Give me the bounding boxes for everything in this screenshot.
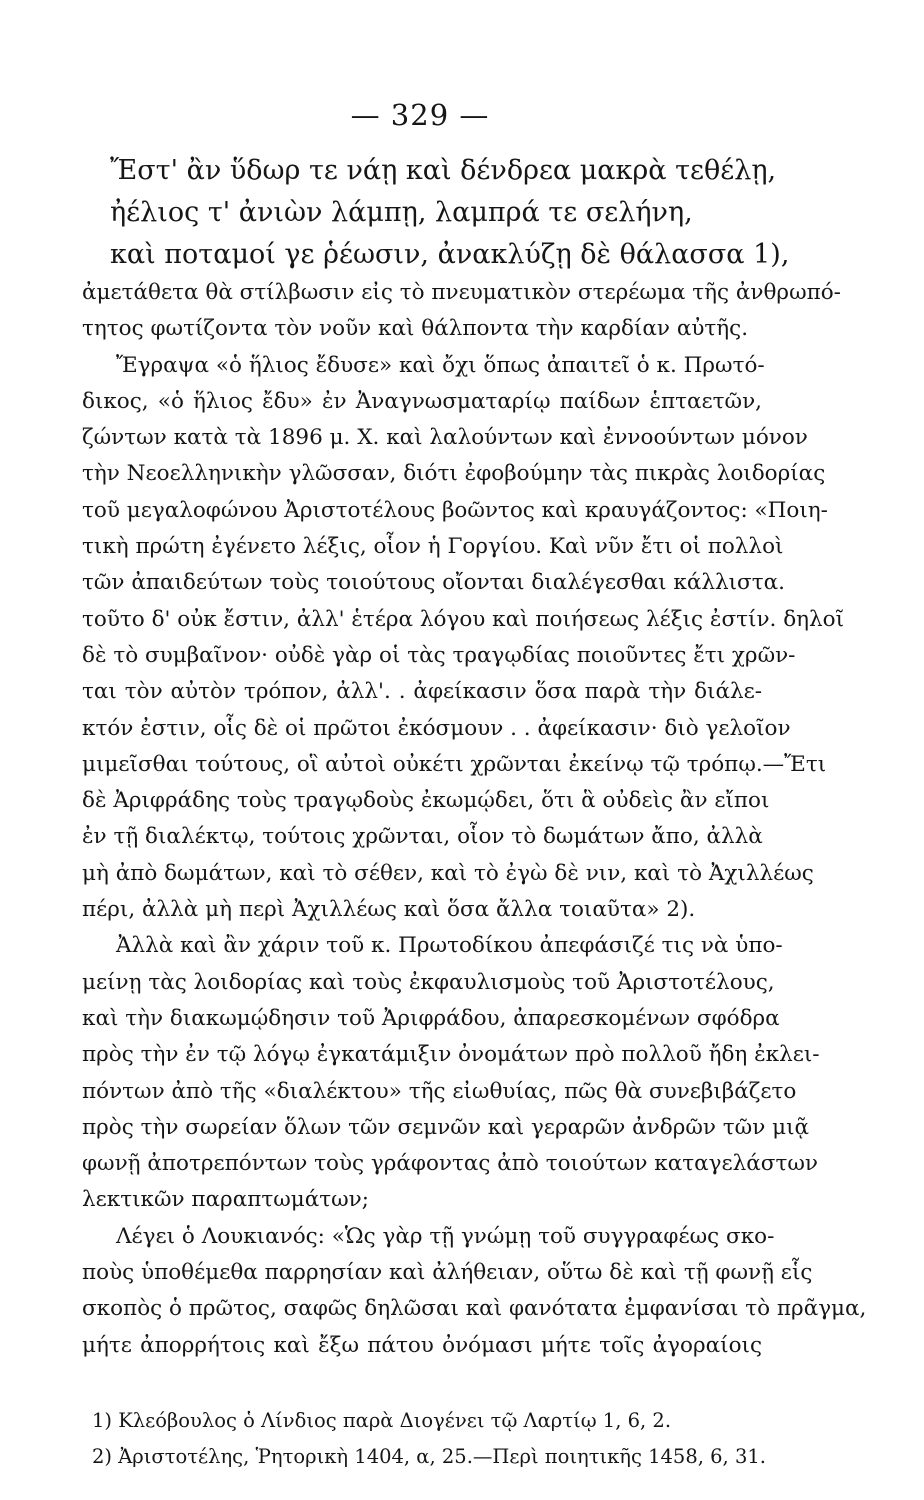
text-line: ται τὸν αὐτὸν τρόπον, ἀλλ'. . ἀφείκασιν ὅσα παρὰ τὴν διάλε- [82,679,762,705]
text-line: μὴ ἀπὸ δωμάτων, καὶ τὸ σέθεν, καὶ τὸ ἐγὼ δὲ νιν, καὶ τὸ Ἀχιλλέως [82,860,814,886]
text-line: ἀμετάθετα θὰ στίλβωσιν εἰς τὸ πνευματικὸν στερέωμα τῆς ἀνθρωπό- [82,280,841,305]
text-line: δὲ τὸ συμβαῖνον· οὐδὲ γὰρ οἱ τὰς τραγῳδίας ποιοῦντες ἔτι χρῶν- [82,642,796,668]
verse-line: ἠέλιος τ' ἀνιὼν λάμπῃ, λαμπρά τε σελήνη, [110,197,693,228]
text-line: ποὺς ὑποθέμεθα παρρησίαν καὶ ἀλήθειαν, οὕτω δὲ καὶ τῇ φωνῇ εἷς [82,1260,813,1286]
text-line: σκοπὸς ὁ πρῶτος, σαφῶς δηλῶσαι καὶ φανότατα ἐμφανίσαι τὸ πρᾶγμα, [82,1296,867,1322]
text-line: ἐν τῇ διαλέκτῳ, τούτοις χρῶνται, οἷον τὸ δωμάτων ἄπο, ἀλλὰ [82,824,763,850]
text-line: Ἀλλὰ καὶ ἂν χάριν τοῦ κ. Πρωτοδίκου ἀπεφάσιζέ τις νὰ ὑπο- [116,933,783,959]
text-line: τικὴ πρώτη ἐγένετο λέξις, οἷον ἡ Γοργίου. Καὶ νῦν ἔτι οἱ πολλοὶ [82,534,784,560]
text-line: πέρι, ἀλλὰ μὴ περὶ Ἀχιλλέως καὶ ὅσα ἄλλα τοιαῦτα» 2). [82,897,696,923]
text-line: καὶ τὴν διακωμῴδησιν τοῦ Ἀριφράδου, ἀπαρεσκομένων σφόδρα [82,1005,780,1031]
text-line: δὲ Ἀριφράδης τοὺς τραγῳδοὺς ἐκωμῴδει, ὅτι ἃ οὐδεὶς ἂν εἴποι [82,788,770,814]
footnotes [82,1403,772,1475]
text-line: πρὸς τὴν σωρείαν ὅλων τῶν σεμνῶν καὶ γεραρῶν ἀνδρῶν τῶν μιᾷ [82,1114,810,1140]
text-line: δικος, «ὁ ἥλιος ἔδυ» ἐν Ἀναγνωσματαρίῳ παίδων ἑπταετῶν, [82,388,762,414]
text-line: Λέγει ὁ Λουκιανός: «Ὡς γὰρ τῇ γνώμῃ τοῦ συγγραφέως σκο- [116,1223,775,1249]
text-line: τητος φωτίζοντα τὸν νοῦν καὶ θάλποντα τὴν καρδίαν αὐτῆς. [82,316,749,342]
text-line: μιμεῖσθαι τούτους, οἳ αὐτοὶ οὐκέτι χρῶνται ἐκείνῳ τῷ τρόπῳ.—Ἔτι [82,751,827,777]
text-line: Ἔγραψα «ὁ ἥλιος ἔδυσε» καὶ ὄχι ὅπως ἀπαιτεῖ ὁ κ. Πρωτό- [116,352,765,378]
verse-quote [110,150,810,276]
verse-line: καὶ ποταμοί γε ῥέωσιν, ἀνακλύζῃ δὲ θάλασσα 1), [110,239,790,270]
text-line: τῶν ἀπαιδεύτων τοὺς τοιούτους οἴονται διαλέγεσθαι κάλλιστα. [82,570,785,596]
verse-line: Ἔστ' ἂν ὕδωρ τε νάῃ καὶ δένδρεα μακρὰ τεθέλῃ, [110,155,777,186]
text-line: τοῦτο δ' οὐκ ἔστιν, ἀλλ' ἑτέρα λόγου καὶ ποιήσεως λέξις ἐστίν. δηλοῖ [82,606,845,632]
footnote: 2) Ἀριστοτέλης, Ῥητορικὴ 1404, α, 25.—Περὶ ποιητικῆς 1458, 6, 31. [92,1445,766,1468]
body-text [82,275,867,1364]
text-line: τοῦ μεγαλοφώνου Ἀριστοτέλους βοῶντος καὶ κραυγάζοντος: «Ποιη- [82,497,828,523]
footnote: 1) Κλεόβουλος ὁ Λίνδιος παρὰ Διογένει τῷ Λαρτίῳ 1, 6, 2. [92,1409,672,1432]
text-line: πρὸς τὴν ἐν τῷ λόγῳ ἐγκατάμιξιν ὀνομάτων πρὸ πολλοῦ ἤδη ἐκλει- [82,1042,820,1068]
text-line: ζώντων κατὰ τὰ 1896 μ. Χ. καὶ λαλούντων καὶ ἐννοούντων μόνον [82,425,808,451]
text-line: λεκτικῶν παραπτωμάτων; [82,1187,369,1213]
text-line: μήτε ἀπορρήτοις καὶ ἔξω πάτου ὀνόμασι μήτε τοῖς ἀγοραίοις [82,1332,762,1358]
text-line: πόντων ἀπὸ τῆς «διαλέκτου» τῆς εἰωθυίας, πῶς θὰ συνεβιβάζετο [82,1078,797,1104]
text-line: κτόν ἐστιν, οἷς δὲ οἱ πρῶτοι ἐκόσμουν . . ἀφείκασιν· διὸ γελοῖον [82,715,791,741]
page-number: — 329 — [350,98,490,132]
text-line: τὴν Νεοελληνικὴν γλῶσσαν, διότι ἐφοβούμην τὰς πικρὰς λοιδορίας [82,461,826,487]
text-line: φωνῇ ἀποτρεπόντων τοὺς γράφοντας ἀπὸ τοιούτων καταγελάστων [82,1151,818,1177]
text-line: μείνῃ τὰς λοιδορίας καὶ τοὺς ἐκφαυλισμοὺς τοῦ Ἀριστοτέλους, [82,969,775,995]
